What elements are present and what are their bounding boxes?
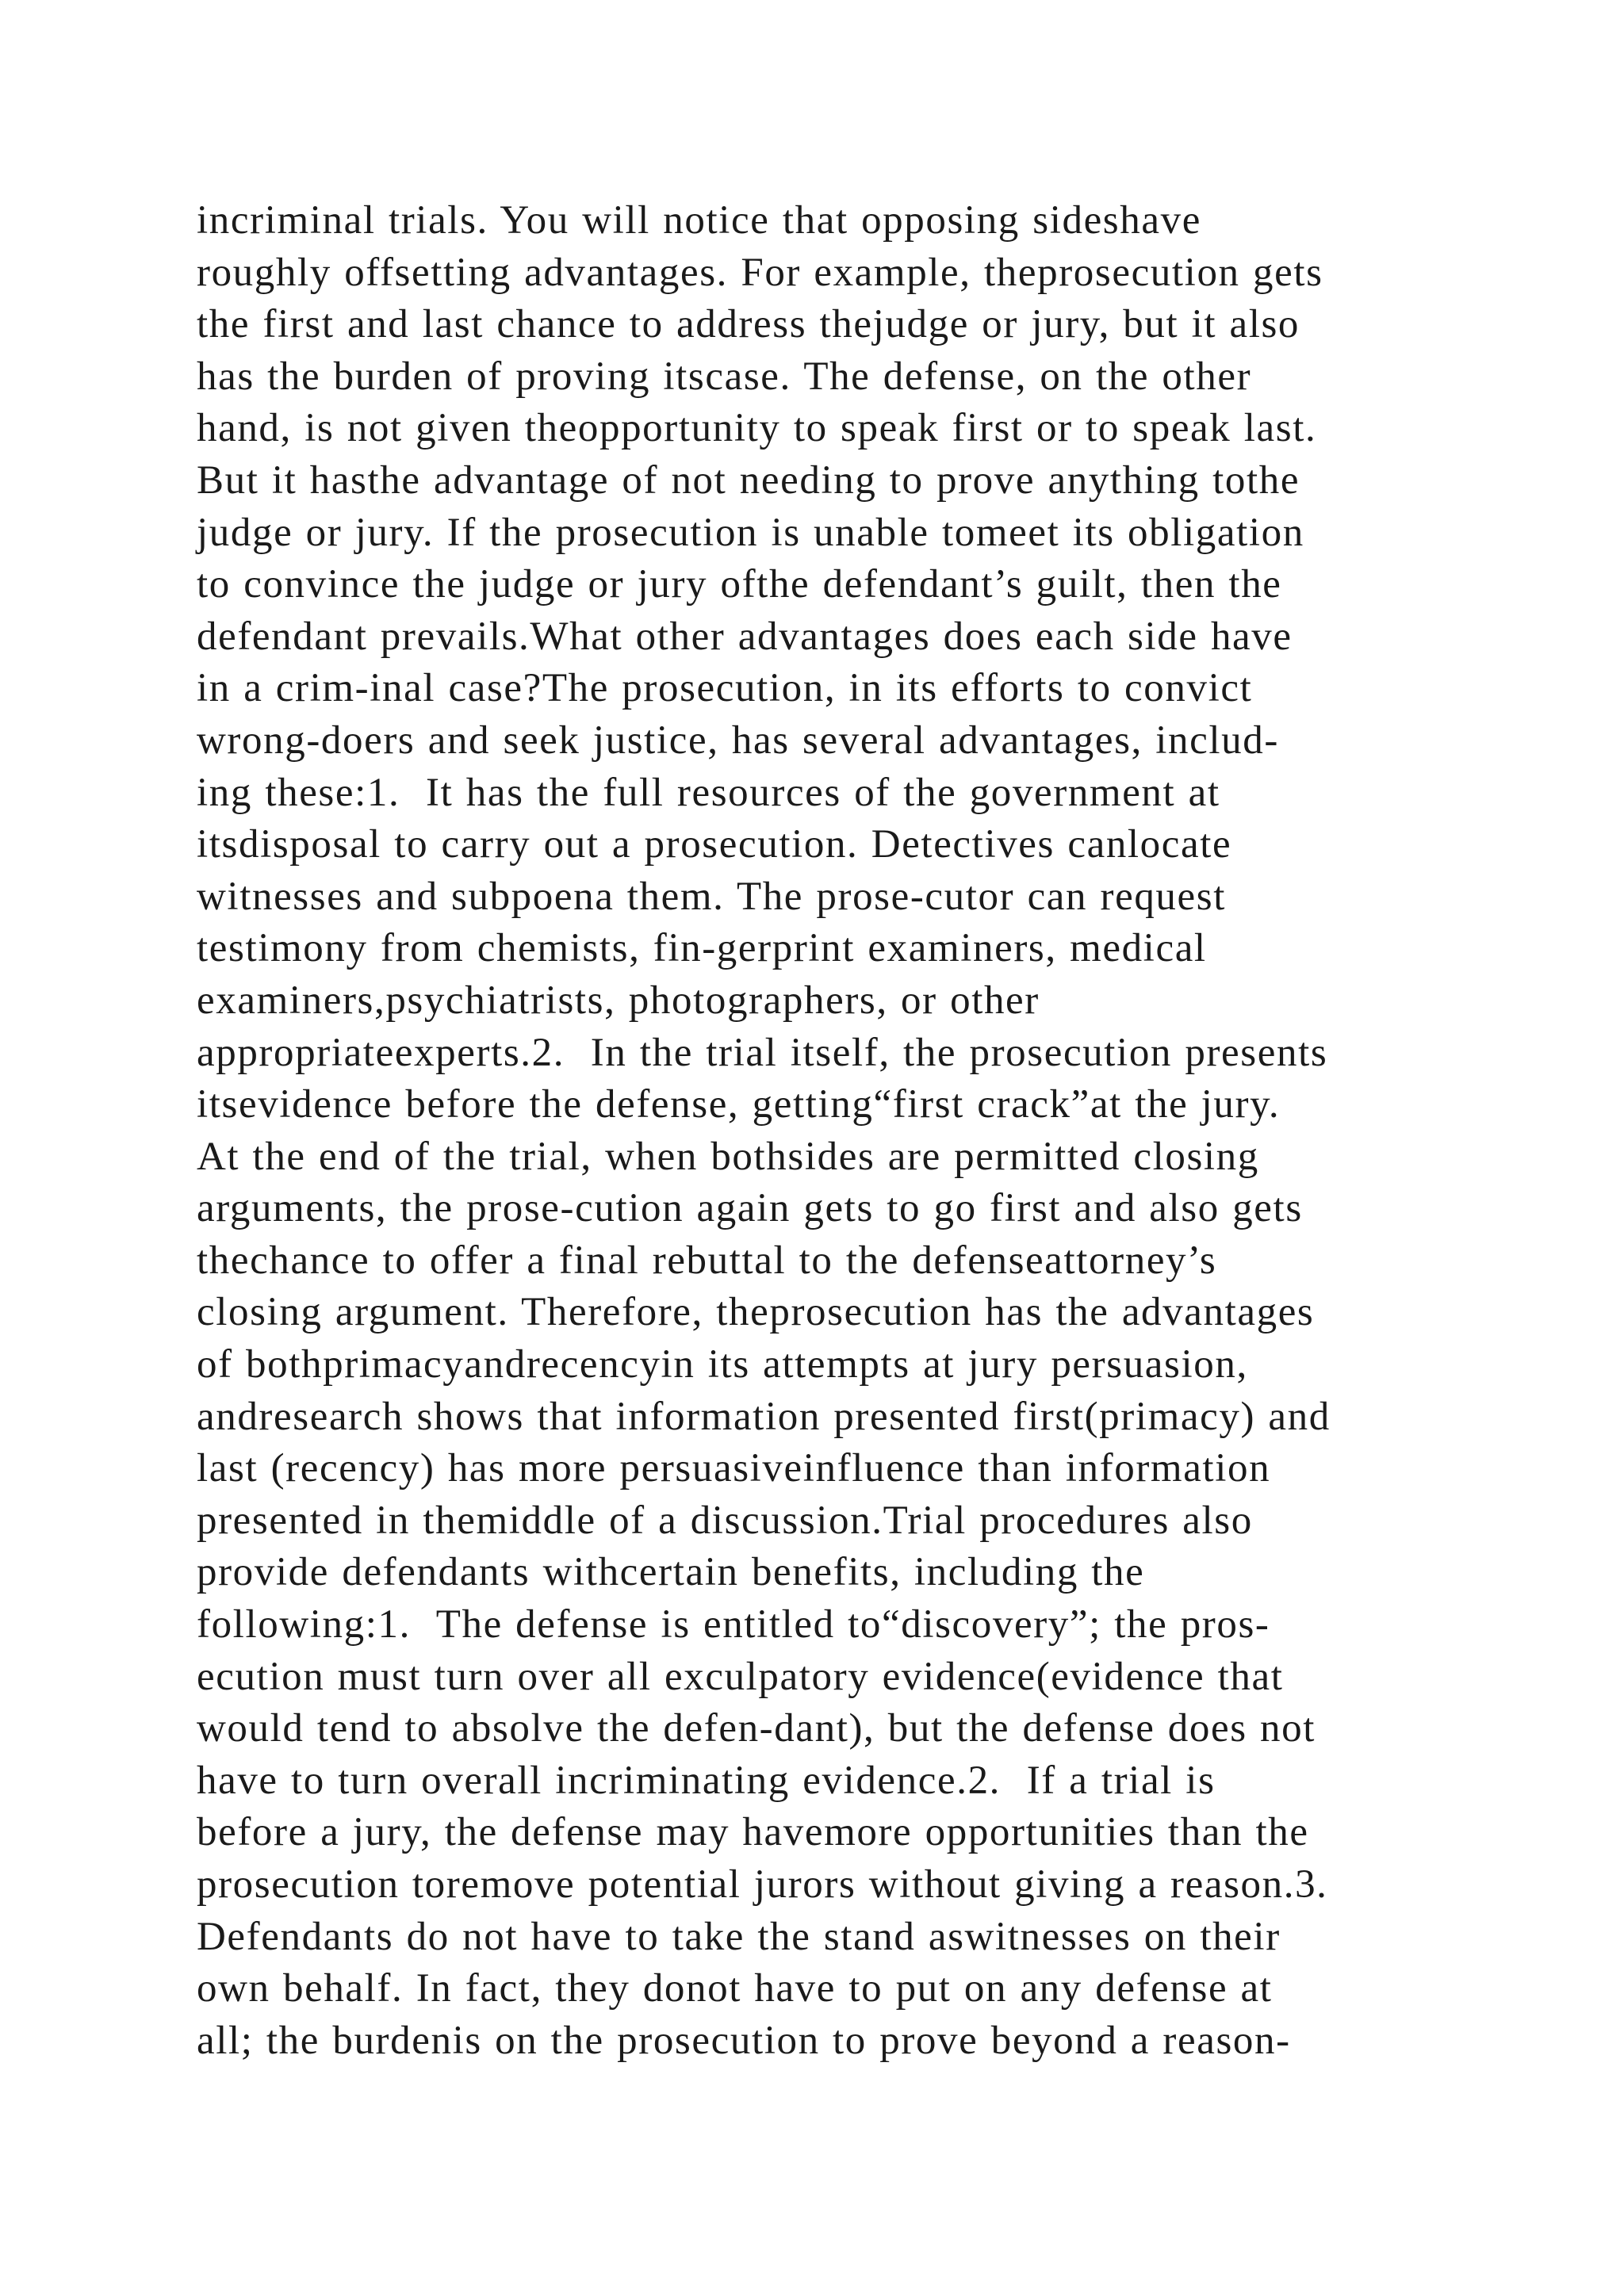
text-line: closing argument. Therefore, theprosecution has the advantages xyxy=(197,1290,1315,1335)
text-line: provide defendants withcertain benefits, including the xyxy=(197,1550,1145,1595)
text-line: itsevidence before the defense, getting“first crack”at the jury. xyxy=(197,1082,1281,1127)
text-line: appropriateexperts.2. In the trial itself, the prosecution presents xyxy=(197,1030,1328,1075)
text-line: have to turn overall incriminating evidence.2. If a trial is xyxy=(197,1758,1216,1803)
text-line: examiners,psychiatrists, photographers, or other xyxy=(197,978,1040,1023)
text-line: judge or jury. If the prosecution is unable tomeet its obligation xyxy=(197,510,1304,555)
text-line: itsdisposal to carry out a prosecution. Detectives canlocate xyxy=(197,822,1232,867)
text-line: At the end of the trial, when bothsides are permitted closing xyxy=(197,1134,1259,1179)
text-line: ecution must turn over all exculpatory evidence(evidence that xyxy=(197,1654,1284,1699)
text-line: last (recency) has more persuasiveinfluence than information xyxy=(197,1446,1271,1491)
text-line: all; the burdenis on the prosecution to prove beyond a reason- xyxy=(197,2018,1291,2063)
text-line: Defendants do not have to take the stand aswitnesses on their xyxy=(197,1914,1281,1959)
text-line: wrong-doers and seek justice, has several advantages, includ- xyxy=(197,718,1279,763)
text-line: before a jury, the defense may havemore opportunities than the xyxy=(197,1810,1309,1855)
text-line: to convince the judge or jury ofthe defendant’s guilt, then the xyxy=(197,562,1282,607)
text-line: defendant prevails.What other advantages does each side have xyxy=(197,614,1293,659)
text-line: has the burden of proving itscase. The defense, on the other xyxy=(197,354,1252,399)
text-line: hand, is not given theopportunity to speak first or to speak last. xyxy=(197,406,1317,451)
text-line: prosecution toremove potential jurors without giving a reason.3. xyxy=(197,1862,1328,1907)
text-line: ing these:1. It has the full resources of the government at xyxy=(197,770,1220,815)
text-line: would tend to absolve the defen-dant), but the defense does not xyxy=(197,1706,1316,1751)
text-line: in a crim-inal case?The prosecution, in its efforts to convict xyxy=(197,666,1253,711)
text-line: witnesses and subpoena them. The prose-cutor can request xyxy=(197,874,1226,919)
text-line: roughly offsetting advantages. For example, theprosecution gets xyxy=(197,250,1323,295)
text-line: But it hasthe advantage of not needing to prove anything tothe xyxy=(197,457,1300,503)
text-line: andresearch shows that information presented first(primacy) and xyxy=(197,1394,1331,1439)
body-text xyxy=(197,195,1497,2067)
text-line: testimony from chemists, fin-gerprint examiners, medical xyxy=(197,926,1207,971)
text-line: of bothprimacyandrecencyin its attempts at jury persuasion, xyxy=(197,1342,1248,1387)
text-line: arguments, the prose-cution again gets to go first and also gets xyxy=(197,1186,1303,1231)
text-line: incriminal trials. You will notice that opposing sideshave xyxy=(197,198,1201,243)
text-line: following:1. The defense is entitled to“discovery”; the pros- xyxy=(197,1602,1270,1647)
text-line: own behalf. In fact, they donot have to put on any defense at xyxy=(197,1966,1273,2011)
text-line: presented in themiddle of a discussion.Trial procedures also xyxy=(197,1498,1253,1543)
text-line: thechance to offer a final rebuttal to the defenseattorney’s xyxy=(197,1238,1217,1283)
text-line: the first and last chance to address thejudge or jury, but it also xyxy=(197,302,1300,347)
